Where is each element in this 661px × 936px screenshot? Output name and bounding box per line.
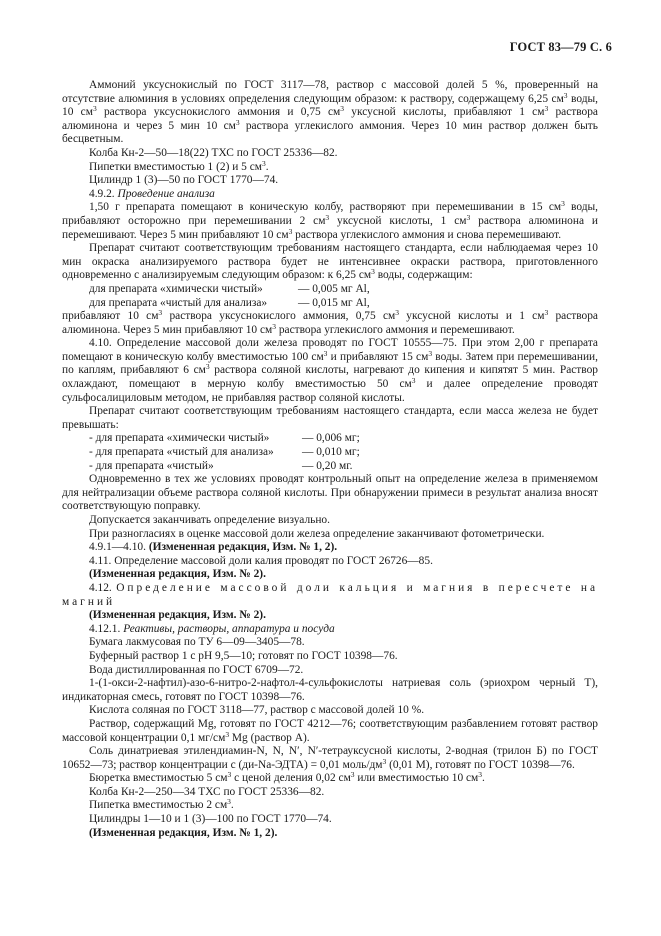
amendment-note xyxy=(62,541,598,555)
paragraph: Пипетка вместимостью 2 $см^3$. xyxy=(89,797,234,812)
item-value: — 0,006 мг; xyxy=(302,432,360,445)
paragraph: При разногласиях в оценке массовой доли железа определение заканчивают фотометрически. xyxy=(89,527,545,540)
item-value: — 0,005 мг Al, xyxy=(298,282,370,295)
list-item xyxy=(62,432,598,446)
amendment-note: (Измененная редакция, Изм. № 2). xyxy=(89,609,266,622)
paragraph: Цилиндр 1 (3)—50 по ГОСТ 1770—74. xyxy=(89,174,279,187)
section-heading xyxy=(62,623,598,637)
list-item xyxy=(62,446,598,460)
item-label: - для препарата «чистый» xyxy=(89,459,214,472)
section-title: Проведение анализа xyxy=(117,187,215,200)
paragraph: Одновременно в тех же условиях проводят контрольный опыт на определение железа в применяемом для нейтрализации объеме раствора соляной кислоты. При обнаружении примеси в результат анализа вносят соответствующую поправку. xyxy=(62,473,598,513)
paragraph: прибавляют 10 $см^3$ раствора уксуснокислого аммония, 0,75 $см^3$ уксусной кислоты и 1 $см^3$ раствора алюминона. Через 5 мин прибавляют 10 $см^3$ раствора углекислого аммония и перемешивают. xyxy=(62,308,598,336)
list-item xyxy=(62,283,598,297)
section-number: 4.12.1. xyxy=(89,622,121,635)
paragraph: Аммоний уксуснокислый по ГОСТ 3117—78, раствор с массовой долей 5 %, проверенный на отсутствие алюминия в условиях определения следующим образом: к раствору, содержащему 6,25 $см^3$ воды, 10 $см^3$ раствора уксуснокислого аммония и 0,75 $см^3$ уксусной кислоты, прибавляют 1 $см^3$ раствора алюминона и через 5 мин 10 $см^3$ раствора углекислого аммония. Через 10 мин раствор должен быть бесцветным. xyxy=(62,79,598,146)
page-header: ГОСТ 83—79 С. 6 xyxy=(509,40,612,54)
paragraph: Вода дистиллированная по ГОСТ 6709—72. xyxy=(89,663,304,676)
item-value: — 0,010 мг; xyxy=(302,446,360,459)
paragraph: Бумага лакмусовая по ТУ 6—09—3405—78. xyxy=(89,636,305,649)
amendment-text: (Измененная редакция, Изм. № 1, 2). xyxy=(148,541,338,554)
item-value: — 0,015 мг Al, xyxy=(298,296,370,309)
page-body xyxy=(62,79,598,840)
paragraph: Кислота соляная по ГОСТ 3118—77, раствор с массовой долей 10 %. xyxy=(89,704,425,717)
paragraph: Пипетки вместимостью 1 (2) и 5 $см^3$. xyxy=(89,158,269,173)
paragraph: Препарат считают соответствующим требованиям настоящего стандарта, если наблюдаемая через 10 мин окраска анализируемого раствора будет не интенсивнее окраски раствора, приготовленного одновременно с анализируемым следующим образом: к 6,25 $см^3$ воды, содержащим: xyxy=(62,242,598,282)
paragraph: Допускается заканчивать определение визуально. xyxy=(89,514,330,526)
section-number: 4.12. xyxy=(89,581,112,594)
paragraph: Соль динатриевая этилендиамин-N, N, N′, N′-тетрауксусной кислоты, 2-водная (трилон Б) по ГОСТ 10652—73; раствор концентрации c (ди-Na-ЭДТА) = 0,01 моль/$дм^3$ (0,01 М), готовят по ГОСТ 10398—76. xyxy=(62,745,598,771)
paragraph: Цилиндры 1—10 и 1 (3)—100 по ГОСТ 1770—74. xyxy=(89,813,332,826)
paragraph: 1-(1-окси-2-нафтил)-азо-6-нитро-2-нафтол-4-сульфокислоты натриевая соль (эриохром черный Т), индикаторная смесь, готовят по ГОСТ 10398—76. xyxy=(62,677,598,703)
paragraph: Препарат считают соответствующим требованиям настоящего стандарта, если масса железа не будет превышать: xyxy=(62,405,598,431)
item-label: - для препарата «химически чистый» xyxy=(89,432,270,445)
section-heading xyxy=(62,582,598,609)
amendment-note: (Измененная редакция, Изм. № 1, 2). xyxy=(89,826,278,839)
section-title: Определение массовой доли кальция и магния в пересчете на магний xyxy=(62,581,598,608)
paragraph: Буферный раствор 1 с pH 9,5—10; готовят по ГОСТ 10398—76. xyxy=(89,649,398,662)
item-value: — 0,20 мг. xyxy=(302,459,353,472)
item-label: - для препарата «чистый для анализа» xyxy=(89,446,274,459)
section-number: 4.9.1—4.10. xyxy=(89,541,146,554)
section-title: Реактивы, растворы, аппаратура и посуда xyxy=(123,622,335,635)
paragraph: Раствор, содержащий Mg, готовят по ГОСТ 4212—76; соответствующим разбавлением готовят раствор массовой концентрации 0,1 $мг/см^3$ Mg (раствор А). xyxy=(62,717,598,744)
list-item xyxy=(62,297,598,311)
item-label: для препарата «химически чистый» xyxy=(89,282,263,295)
list-item xyxy=(62,460,598,474)
item-label: для препарата «чистый для анализа» xyxy=(89,296,268,309)
section-number: 4.9.2. xyxy=(89,187,115,200)
amendment-note: (Измененная редакция, Изм. № 2). xyxy=(89,568,266,581)
paragraph: 1,50 г препарата помещают в коническую колбу, растворяют при перемешивании в 15 $см^3$ воды, прибавляют осторожно при перемешивании 2 $см^3$ уксусной кислоты, 1 $см^3$ раствора алюминона и перемешивают. Через 5 мин прибавляют 10 $см^3$ раствора углекислого аммония и снова перемешивают. xyxy=(62,199,598,241)
section-heading xyxy=(62,188,598,202)
paragraph: Колба Кн-2—50—18(22) ТХС по ГОСТ 25336—82. xyxy=(89,146,338,159)
paragraph: Колба Кн-2—250—34 ТХС по ГОСТ 25336—82. xyxy=(89,785,325,798)
paragraph: 4.11. Определение массовой доли калия проводят по ГОСТ 26726—85. xyxy=(89,554,433,567)
paragraph: Бюретка вместимостью 5 $см^3$ с ценой деления 0,02 $см^3$ или вместимостью 10 $см^3$. xyxy=(89,770,485,785)
paragraph: 4.10. Определение массовой доли железа проводят по ГОСТ 10555—75. При этом 2,00 г препарата помещают в коническую колбу вместимостью 100 $см^3$ и прибавляют 15 $см^3$ воды. Затем при перемешивании, по каплям, прибавляют 6 $см^3$ раствора соляной кислоты, нагревают до кипения и кипятят 5 мин. Раствор охлаждают, помещают в мерную колбу вместимостью 50 $см^3$ и далее определение проводят сульфосалициловым методом, не прибавляя раствор соляной кислоты. xyxy=(62,337,598,404)
